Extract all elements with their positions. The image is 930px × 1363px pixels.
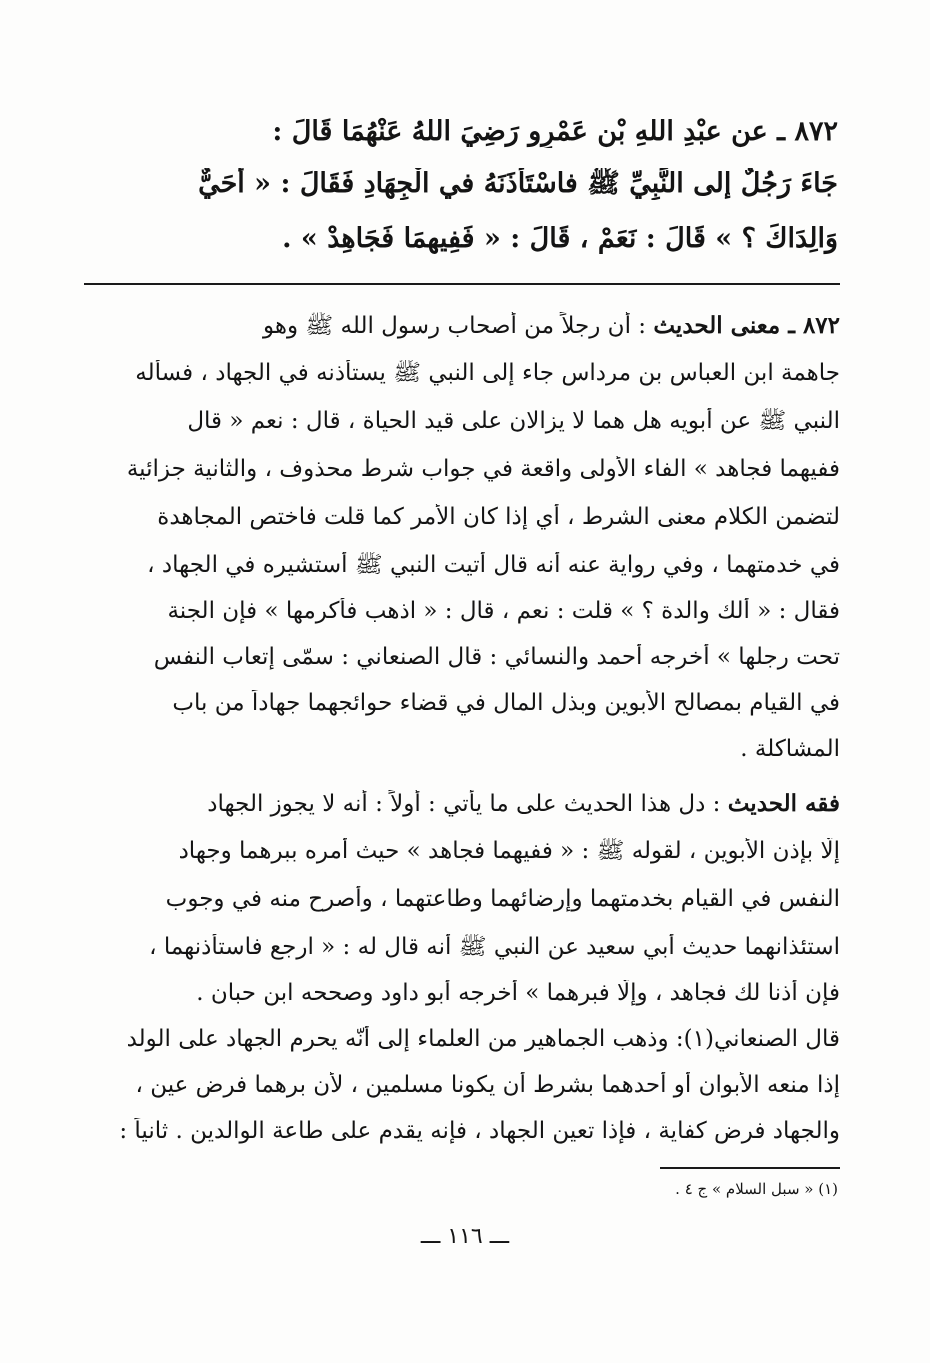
- meaning-line-6: في خدمتهما ، وفي رواية عنه أنه قال أتيت النبي ﷺ أستشيره في الجهاد ،: [147, 552, 840, 578]
- meaning-line-5: لتضمن الكلام معنى الشرط ، أي إذا كان الأمر كما قلت فاختص المجاهدة: [157, 504, 840, 530]
- fiqh-line-5: فإن أذنا لك فجاهد ، وإلّا فبرهما » أخرجه أبو داود وصححه ابن حبان .: [196, 980, 840, 1006]
- page-number: ـــ ١١٦ ـــ: [420, 1224, 510, 1249]
- separator-line: [84, 283, 840, 285]
- fiqh-line-3: النفس في القيام بخدمتهما وإرضائهما وطاعتهما ، وأصرح منه في وجوب: [165, 886, 840, 912]
- meaning-line-9: في القيام بمصالح الأبوين وبذل المال في قضاء حوائجهما جهاداً من باب: [172, 690, 840, 716]
- hadith-line-3: وَالِدَاكَ ؟ » قَالَ : نَعَمْ ، قَالَ : « فَفِيهِمَا فَجَاهِدْ » .: [282, 223, 838, 254]
- footnote-separator: [660, 1167, 840, 1169]
- meaning-heading: ٨٧٢ ـ معنى الحديث: [653, 312, 840, 339]
- meaning-line-1-text: : أن رجلاً من أصحاب رسول الله ﷺ وهو: [262, 313, 647, 339]
- fiqh-line-6: قال الصنعاني(١): وذهب الجماهير من العلماء إلى أنّه يحرم الجهاد على الولد: [126, 1026, 840, 1052]
- meaning-line-1: [90, 312, 840, 341]
- fiqh-line-1-text: : دل هذا الحديث على ما يأتي : أولاً : أنه لا يجوز الجهاد: [207, 791, 721, 817]
- fiqh-line-4: استئذانهما حديث أبي سعيد عن النبي ﷺ أنه قال له : « ارجع فاستأذنهما ،: [149, 934, 840, 960]
- meaning-line-2: جاهمة ابن العباس بن مرداس جاء إلى النبي ﷺ يستأذنه في الجهاد ، فسأله: [135, 360, 840, 386]
- meaning-line-10: المشاكلة .: [740, 736, 840, 762]
- meaning-line-8: تحت رجلها » أخرجه أحمد والنسائي : قال الصنعاني : سمّى إتعاب النفس: [153, 644, 840, 670]
- fiqh-line-8: والجهاد فرض كفاية ، فإذا تعين الجهاد ، فإنه يقدم على طاعة الوالدين . ثانياً :: [119, 1118, 840, 1144]
- hadith-line-1: ٨٧٢ ـ عن عبْدِ اللهِ بْنِ عَمْرٍو رَضِيَ اللهُ عَنْهُمَا قَالَ :: [272, 116, 838, 147]
- fiqh-line-7: إذا منعه الأبوان أو أحدهما بشرط أن يكونا مسلمين ، لأن برهما فرض عين ،: [135, 1072, 840, 1098]
- hadith-line-2: جَاءَ رَجُلٌ إلى النَّبِيِّ ﷺ فاسْتَأْذَنَهُ في الْجِهَادِ فَقَالَ : « أَحَيٌّ: [198, 168, 838, 199]
- meaning-line-7: فقال : « ألك والدة ؟ » قلت : نعم ، قال : « اذهب فأكرمها » فإن الجنة: [167, 598, 840, 624]
- fiqh-line-1: [90, 790, 840, 819]
- footnote: (١) « سبل السلام » ج ٤ .: [675, 1180, 838, 1198]
- fiqh-line-2: إلّا بإذن الأبوين ، لقوله ﷺ : « ففيهما فجاهد » حيث أمره ببرهما وجهاد: [178, 838, 840, 864]
- meaning-line-4: ففيهما فجاهد » الفاء الأولى واقعة في جواب شرط محذوف ، والثانية جزائية: [126, 456, 840, 482]
- fiqh-heading: فقه الحديث: [727, 790, 840, 817]
- meaning-line-3: النبي ﷺ عن أبويه هل هما لا يزالان على قيد الحياة ، قال : نعم « قال: [187, 408, 840, 434]
